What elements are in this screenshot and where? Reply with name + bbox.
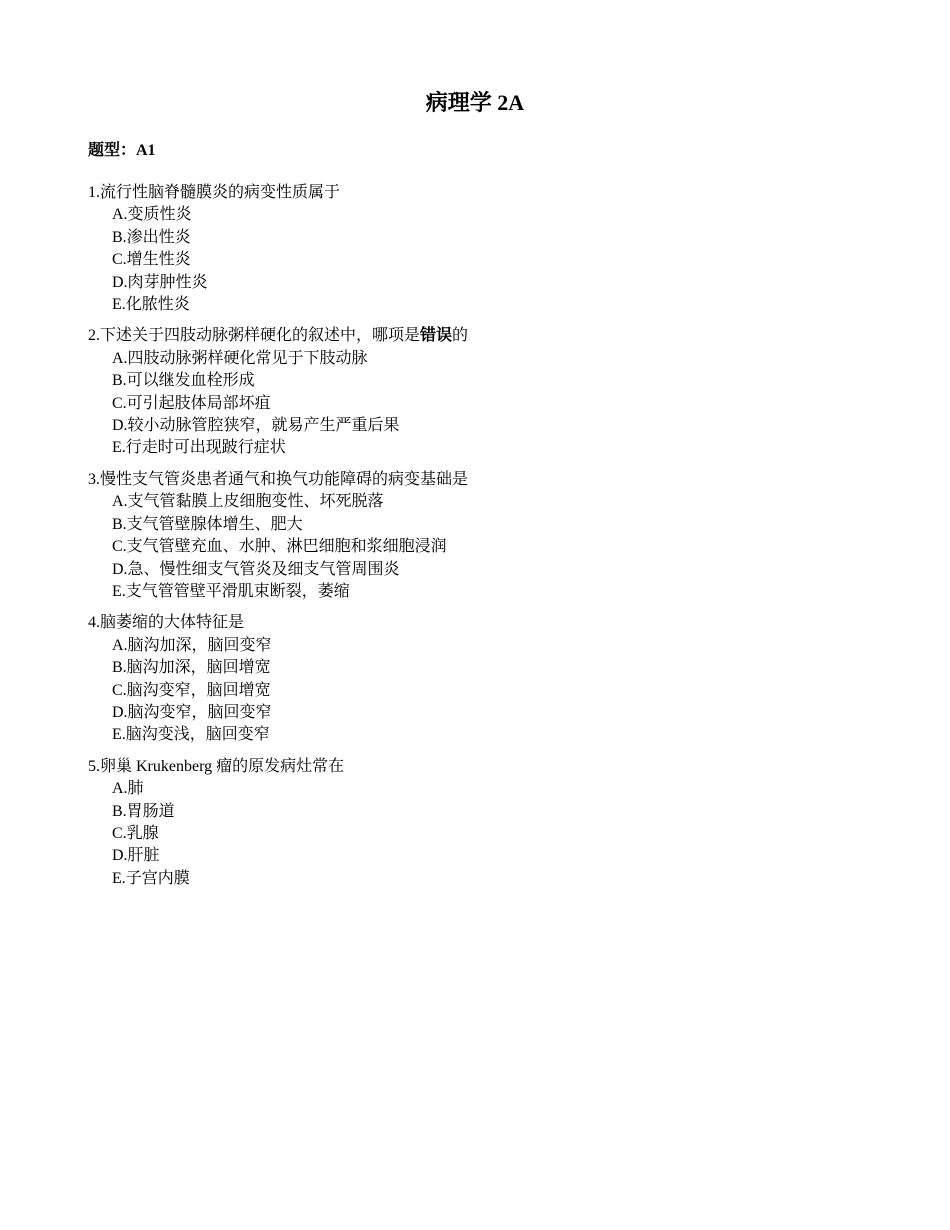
option-d: D.较小动脉管腔狭窄，就易产生严重后果 xyxy=(112,417,400,435)
question-type-label: 题型：A1 xyxy=(88,142,156,159)
option-a: A.四肢动脉粥样硬化常见于下肢动脉 xyxy=(112,349,368,367)
stem-text: 1.流行性脑脊髓膜炎的病变性质属于 xyxy=(88,184,341,201)
option-e: E.支气管管壁平滑肌束断裂，萎缩 xyxy=(112,582,350,600)
option-c: C.脑沟变窄，脑回增宽 xyxy=(112,681,271,699)
option-b: B.渗出性炎 xyxy=(112,228,191,246)
question-stem xyxy=(88,325,858,347)
question-item xyxy=(88,612,858,746)
question-item xyxy=(88,325,858,459)
option-a: A.变质性炎 xyxy=(112,206,192,224)
option-e: E.脑沟变浅，脑回变窄 xyxy=(112,726,270,744)
option-d: D.肉芽肿性炎 xyxy=(112,273,208,291)
stem-text: 5.卵巢 Krukenberg 瘤的原发病灶常在 xyxy=(88,757,345,775)
question-item xyxy=(88,756,858,890)
option-b: B.支气管壁腺体增生、肥大 xyxy=(112,515,303,533)
option-d: D.肝脏 xyxy=(112,847,160,865)
question-item xyxy=(88,469,858,603)
stem-text: 4.脑萎缩的大体特征是 xyxy=(88,614,245,632)
question-item xyxy=(88,182,858,316)
option-list xyxy=(88,778,858,890)
option-list xyxy=(88,491,858,603)
option-list xyxy=(88,635,858,747)
option-c: C.乳腺 xyxy=(112,824,159,842)
option-a: A.支气管黏膜上皮细胞变性、坏死脱落 xyxy=(112,493,384,511)
question-list xyxy=(88,182,858,899)
stem-text: 2.下述关于四肢动脉粥样硬化的叙述中，哪项是 xyxy=(88,327,421,345)
stem-text: 3.慢性支气管炎患者通气和换气功能障碍的病变基础是 xyxy=(88,470,469,488)
option-d: D.脑沟变窄，脑回变窄 xyxy=(112,703,272,721)
option-list xyxy=(88,348,858,460)
option-b: B.胃肠道 xyxy=(112,802,175,820)
question-stem xyxy=(88,182,858,204)
option-b: B.脑沟加深，脑回增宽 xyxy=(112,659,271,677)
option-c: C.支气管壁充血、水肿、淋巴细胞和浆细胞浸润 xyxy=(112,538,447,556)
option-d: D.急、慢性细支气管炎及细支气管周围炎 xyxy=(112,560,400,578)
option-a: A.脑沟加深，脑回变窄 xyxy=(112,636,272,654)
option-c: C.增生性炎 xyxy=(112,251,191,269)
option-e: E.子宫内膜 xyxy=(112,869,190,887)
option-e: E.化脓性炎 xyxy=(112,296,190,314)
question-stem xyxy=(88,469,858,491)
option-list xyxy=(88,204,858,316)
stem-text-after: 的 xyxy=(452,327,469,345)
question-stem xyxy=(88,612,858,634)
option-a: A.肺 xyxy=(112,780,144,798)
option-e: E.行走时可出现跛行症状 xyxy=(112,439,286,457)
option-c: C.可引起肢体局部坏疽 xyxy=(112,394,271,412)
stem-emphasis: 错误 xyxy=(420,327,453,345)
question-stem xyxy=(88,756,858,778)
page-title: 病理学 2A xyxy=(425,90,525,115)
option-b: B.可以继发血栓形成 xyxy=(112,372,255,390)
